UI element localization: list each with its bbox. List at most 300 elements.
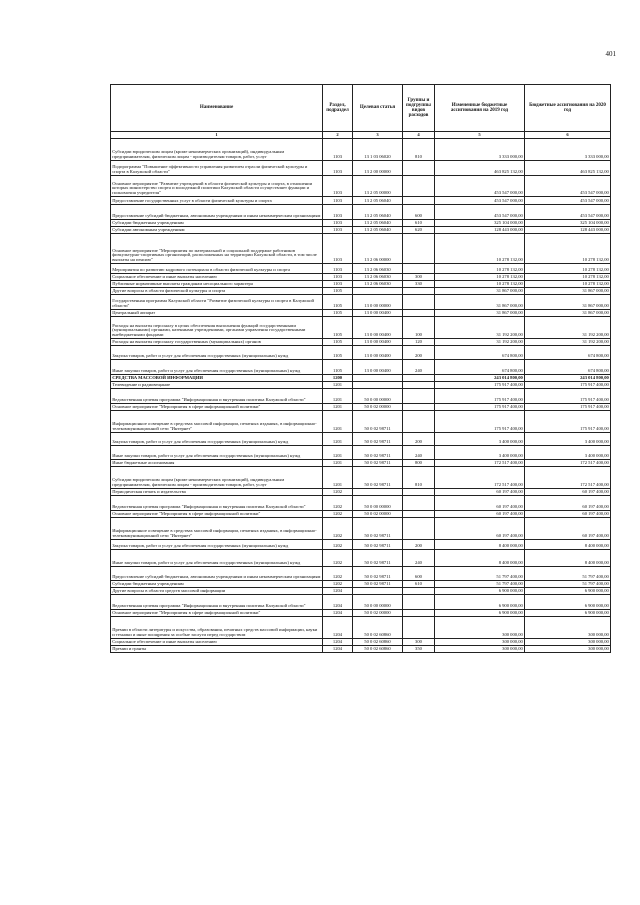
row-name: Субсидии бюджетным учреждениям: [111, 220, 323, 227]
row-amount-2020: 175 917 400,00: [525, 382, 611, 389]
table-row: [111, 339, 611, 346]
row-amount-2019: 325 104 000,00: [435, 220, 525, 227]
row-name: Основное мероприятие "Мероприятия в сфере информационной политики": [111, 404, 323, 411]
row-group: 810: [403, 467, 435, 489]
row-group: [403, 264, 435, 274]
row-amount-2019: 172 517 400,00: [435, 467, 525, 489]
row-article: 13 2 06 06030: [353, 281, 403, 288]
row-article: 50 0 00 00000: [353, 496, 403, 511]
row-amount-2019: 31 867 000,00: [435, 295, 525, 310]
row-section: 1103: [323, 176, 353, 197]
row-section: 1202: [323, 489, 353, 496]
row-article: [353, 375, 403, 382]
row-name: Мероприятия по развитию кадрового потенциала в области физической культуры и спорта: [111, 264, 323, 274]
row-name: Основное мероприятие "Мероприятия в сфере информационной политики": [111, 610, 323, 617]
row-article: 50 0 00 00000: [353, 595, 403, 610]
row-name: Информационное освещение в средствах массовой информации, печатных изданиях, в информационно-телекоммуникационной сети "Интернет": [111, 411, 323, 433]
row-section: 1204: [323, 639, 353, 646]
row-name: Социальное обеспечение и иные выплаты населению: [111, 639, 323, 646]
row-group: [403, 234, 435, 264]
row-article: 13 0 00 00400: [353, 317, 403, 339]
table-row: [111, 346, 611, 360]
table-row: [111, 310, 611, 317]
row-article: 50 0 00 00000: [353, 389, 403, 404]
row-section: 1105: [323, 295, 353, 310]
row-article: [353, 288, 403, 295]
row-amount-2020: 172 517 400,00: [525, 460, 611, 467]
table-row: [111, 588, 611, 595]
row-section: 1202: [323, 496, 353, 511]
col-number: 5: [435, 132, 525, 139]
row-amount-2019: 8 400 000,00: [435, 550, 525, 567]
table-row: [111, 460, 611, 467]
row-section: 1202: [323, 540, 353, 550]
row-amount-2020: 8 400 000,00: [525, 540, 611, 550]
row-name: Закупка товаров, работ и услуг для обеспечения государственных (муниципальных) нужд: [111, 346, 323, 360]
row-group: [403, 197, 435, 205]
table-header-row: [111, 85, 611, 132]
header-section: Раздел, подраздел: [323, 85, 353, 132]
row-article: 50 0 02 00000: [353, 511, 403, 518]
row-article: 50 0 02 60860: [353, 617, 403, 639]
col-number: 3: [353, 132, 403, 139]
col-number: 2: [323, 132, 353, 139]
row-article: 50 0 02 98711: [353, 581, 403, 588]
row-name: Закупка товаров, работ и услуг для обеспечения государственных (муниципальных) нужд: [111, 540, 323, 550]
row-article: 50 0 02 00000: [353, 610, 403, 617]
row-group: 240: [403, 446, 435, 460]
row-article: 13 2 05 06040: [353, 197, 403, 205]
row-amount-2020: 60 197 400,00: [525, 511, 611, 518]
row-section: 1204: [323, 595, 353, 610]
table-row: [111, 540, 611, 550]
row-amount-2019: 674 800,00: [435, 360, 525, 375]
row-section: 1103: [323, 281, 353, 288]
table-row: [111, 139, 611, 161]
row-group: [403, 411, 435, 433]
row-name: Иные закупки товаров, работ и услуг для обеспечения государственных (муниципальных) нужд: [111, 360, 323, 375]
row-amount-2019: 3 400 000,00: [435, 446, 525, 460]
row-amount-2019: 31 867 000,00: [435, 310, 525, 317]
row-amount-2019: 10 278 132,00: [435, 234, 525, 264]
row-name: Основное мероприятие "Развитие учреждений в области физической культуры и спорта, в отношении которых министерство спорта и молодежной политики Калужской области осуществляет функции и полномочия учредителя": [111, 176, 323, 197]
row-amount-2019: 10 278 132,00: [435, 281, 525, 288]
row-amount-2019: 6 900 000,00: [435, 588, 525, 595]
col-number: 6: [525, 132, 611, 139]
row-group: [403, 496, 435, 511]
row-name: Расходы на выплаты персоналу государственных (муниципальных) органов: [111, 339, 323, 346]
table-row: [111, 511, 611, 518]
table-row: [111, 595, 611, 610]
row-amount-2019: 453 547 000,00: [435, 205, 525, 220]
row-group: 200: [403, 540, 435, 550]
row-name: Субсидии бюджетным учреждениям: [111, 581, 323, 588]
table-row: [111, 389, 611, 404]
row-article: 13 0 00 00400: [353, 360, 403, 375]
table-row: [111, 610, 611, 617]
table-row: [111, 467, 611, 489]
row-group: [403, 295, 435, 310]
row-amount-2020: 453 547 000,00: [525, 197, 611, 205]
row-name: Предоставление государственных услуг в области физической культуры и спорта: [111, 197, 323, 205]
row-amount-2020: 175 917 400,00: [525, 411, 611, 433]
row-amount-2020: 674 800,00: [525, 360, 611, 375]
row-name: Центральный аппарат: [111, 310, 323, 317]
row-amount-2020: 31 867 000,00: [525, 288, 611, 295]
table-row: [111, 446, 611, 460]
table-row: [111, 176, 611, 197]
row-group: [403, 511, 435, 518]
row-section: 1103: [323, 197, 353, 205]
row-article: 50 0 02 60860: [353, 646, 403, 653]
row-group: 200: [403, 433, 435, 446]
row-section: 1105: [323, 310, 353, 317]
row-group: [403, 161, 435, 176]
row-group: 810: [403, 139, 435, 161]
row-name: Закупка товаров, работ и услуг для обеспечения государственных (муниципальных) нужд: [111, 433, 323, 446]
row-amount-2019: 10 278 132,00: [435, 264, 525, 274]
table-row: [111, 220, 611, 227]
row-section: 1202: [323, 581, 353, 588]
row-section: 1201: [323, 404, 353, 411]
table-row: [111, 264, 611, 274]
row-amount-2019: 175 917 400,00: [435, 411, 525, 433]
header-group: Группы и подгруппы видов расходов: [403, 85, 435, 132]
row-article: 50 0 02 98711: [353, 433, 403, 446]
row-group: 350: [403, 646, 435, 653]
row-amount-2019: 51 797 400,00: [435, 567, 525, 581]
row-amount-2020: 453 547 000,00: [525, 205, 611, 220]
row-amount-2019: 453 547 000,00: [435, 197, 525, 205]
row-name: Ведомственная целевая программа "Информационная и внутренняя политика Калужской области": [111, 496, 323, 511]
row-section: 1105: [323, 288, 353, 295]
row-amount-2020: 6 900 000,00: [525, 595, 611, 610]
table-row: [111, 411, 611, 433]
row-group: 800: [403, 460, 435, 467]
table-row: [111, 360, 611, 375]
row-section: 1103: [323, 234, 353, 264]
table-row: [111, 274, 611, 281]
row-amount-2019: 31 192 200,00: [435, 317, 525, 339]
row-name: Иные бюджетные ассигнования: [111, 460, 323, 467]
row-article: 50 0 02 00000: [353, 404, 403, 411]
row-section: 1202: [323, 518, 353, 540]
row-article: 13 2 06 00000: [353, 234, 403, 264]
row-name: Другие вопросы в области физической культуры и спорта: [111, 288, 323, 295]
row-article: 13 2 05 06040: [353, 220, 403, 227]
row-amount-2019: 60 197 400,00: [435, 511, 525, 518]
row-name: Субсидии юридическим лицам (кроме некоммерческих организаций), индивидуальным предпринимателям, физическим лицам - производителям товаров, работ, услуг: [111, 139, 323, 161]
row-name: Государственная программа Калужской области "Развитие физической культуры и спорта в Калужской области": [111, 295, 323, 310]
row-name: Телевидение и радиовещание: [111, 382, 323, 389]
row-section: 1201: [323, 433, 353, 446]
row-amount-2020: 3 333 000,00: [525, 139, 611, 161]
row-group: 100: [403, 317, 435, 339]
row-amount-2019: 3 400 000,00: [435, 433, 525, 446]
row-amount-2020: 51 797 400,00: [525, 581, 611, 588]
row-section: 1103: [323, 205, 353, 220]
row-article: 50 0 02 98711: [353, 550, 403, 567]
budget-table: [110, 84, 611, 653]
table-row: [111, 489, 611, 496]
table-row: [111, 375, 611, 382]
table-body: [111, 139, 611, 653]
table-row: [111, 550, 611, 567]
row-name: Подпрограмма "Повышение эффективности управления развитием отрасли физической культуры и спорта в Калужской области": [111, 161, 323, 176]
table-row: [111, 281, 611, 288]
table-row: [111, 288, 611, 295]
row-group: [403, 595, 435, 610]
row-section: 1202: [323, 511, 353, 518]
row-group: [403, 310, 435, 317]
row-article: 13 0 00 00000: [353, 295, 403, 310]
row-article: 50 0 02 98711: [353, 540, 403, 550]
row-name: Расходы на выплаты персоналу в целях обеспечения выполнения функций государственными (муниципальными) органами, казенными учреждениями, органами управления государственными внебюджетными фондами: [111, 317, 323, 339]
row-amount-2020: 51 797 400,00: [525, 567, 611, 581]
row-section: 1105: [323, 339, 353, 346]
row-name: СРЕДСТВА МАССОВОЙ ИНФОРМАЦИИ: [111, 375, 323, 382]
table-row: [111, 567, 611, 581]
row-name: Основное мероприятие "Мероприятия в сфере информационной политики": [111, 511, 323, 518]
table-row: [111, 496, 611, 511]
row-article: 13 1 03 06020: [353, 139, 403, 161]
row-amount-2020: 10 278 132,00: [525, 274, 611, 281]
row-amount-2019: 674 800,00: [435, 346, 525, 360]
table-row: [111, 617, 611, 639]
header-changed-2019: Измененные бюджетные ассигнования на 2019 год: [435, 85, 525, 132]
row-article: 13 0 00 00400: [353, 310, 403, 317]
row-article: 13 2 06 06030: [353, 264, 403, 274]
row-amount-2020: 172 517 400,00: [525, 467, 611, 489]
row-group: 600: [403, 567, 435, 581]
row-section: 1103: [323, 227, 353, 234]
row-amount-2019: 60 197 400,00: [435, 489, 525, 496]
table-row: [111, 197, 611, 205]
row-name: Предоставление субсидий бюджетным, автономным учреждениям и иным некоммерческим организациям: [111, 567, 323, 581]
row-amount-2019: 31 867 000,00: [435, 288, 525, 295]
row-group: 620: [403, 227, 435, 234]
row-name: Другие вопросы в области средств массовой информации: [111, 588, 323, 595]
row-group: 610: [403, 581, 435, 588]
row-group: [403, 404, 435, 411]
row-group: 600: [403, 205, 435, 220]
row-amount-2020: 674 800,00: [525, 346, 611, 360]
row-amount-2020: 31 192 200,00: [525, 317, 611, 339]
row-article: 13 2 05 06040: [353, 227, 403, 234]
row-amount-2020: 60 197 400,00: [525, 496, 611, 511]
row-amount-2019: 10 278 132,00: [435, 274, 525, 281]
row-name: Ведомственная целевая программа "Информационная и внутренняя политика Калужской области": [111, 595, 323, 610]
row-name: Периодическая печать и издательства: [111, 489, 323, 496]
row-amount-2020: 128 443 000,00: [525, 227, 611, 234]
row-amount-2020: 325 104 000,00: [525, 220, 611, 227]
row-amount-2019: 60 197 400,00: [435, 496, 525, 511]
row-article: 13 0 00 00400: [353, 346, 403, 360]
row-name: Премии в области литературы и искусства, образования, печатных средств массовой информации, науки и техники и иные поощрения за особые заслуги перед государством: [111, 617, 323, 639]
row-group: [403, 588, 435, 595]
row-section: 1204: [323, 610, 353, 617]
row-group: [403, 176, 435, 197]
table-row: [111, 382, 611, 389]
row-amount-2019: 300 000,00: [435, 617, 525, 639]
row-amount-2020: 243 014 800,00: [525, 375, 611, 382]
table-row: [111, 161, 611, 176]
row-name: Субсидии автономным учреждениям: [111, 227, 323, 234]
table-row: [111, 317, 611, 339]
row-article: [353, 382, 403, 389]
row-amount-2019: 243 014 800,00: [435, 375, 525, 382]
row-section: 1201: [323, 460, 353, 467]
row-amount-2020: 10 278 132,00: [525, 264, 611, 274]
row-name: Публичные нормативные выплаты гражданам несоциального характера: [111, 281, 323, 288]
row-group: 120: [403, 339, 435, 346]
table-row: [111, 295, 611, 310]
row-name: Премии и гранты: [111, 646, 323, 653]
row-section: 1201: [323, 446, 353, 460]
row-amount-2020: 31 867 000,00: [525, 310, 611, 317]
row-name: Иные закупки товаров, работ и услуг для обеспечения государственных (муниципальных) нужд: [111, 446, 323, 460]
row-article: 13 2 05 06040: [353, 205, 403, 220]
row-amount-2020: 6 900 000,00: [525, 610, 611, 617]
row-group: [403, 389, 435, 404]
row-article: [353, 489, 403, 496]
row-amount-2020: 3 400 000,00: [525, 433, 611, 446]
row-amount-2019: 128 443 000,00: [435, 227, 525, 234]
row-amount-2019: 175 917 400,00: [435, 389, 525, 404]
row-article: [353, 588, 403, 595]
row-group: 240: [403, 360, 435, 375]
row-article: 50 0 02 98711: [353, 460, 403, 467]
row-article: 13 2 00 00000: [353, 161, 403, 176]
row-section: 1201: [323, 411, 353, 433]
row-amount-2020: 453 547 000,00: [525, 176, 611, 197]
row-section: 1200: [323, 375, 353, 382]
row-article: 50 0 02 98711: [353, 446, 403, 460]
row-group: 300: [403, 639, 435, 646]
row-section: 1202: [323, 567, 353, 581]
row-section: 1202: [323, 550, 353, 567]
row-amount-2020: 10 278 132,00: [525, 281, 611, 288]
row-group: 240: [403, 550, 435, 567]
row-amount-2019: 172 517 400,00: [435, 460, 525, 467]
row-section: 1204: [323, 588, 353, 595]
row-section: 1105: [323, 317, 353, 339]
row-group: [403, 489, 435, 496]
row-group: [403, 518, 435, 540]
col-number: 4: [403, 132, 435, 139]
row-article: 50 0 02 98711: [353, 567, 403, 581]
row-amount-2020: 31 192 200,00: [525, 339, 611, 346]
row-amount-2020: 10 278 132,00: [525, 234, 611, 264]
row-group: 200: [403, 346, 435, 360]
row-section: 1204: [323, 617, 353, 639]
col-number: 1: [111, 132, 323, 139]
row-section: 1201: [323, 382, 353, 389]
row-amount-2020: 3 400 000,00: [525, 446, 611, 460]
row-amount-2019: 463 825 132,00: [435, 161, 525, 176]
row-amount-2020: 6 900 000,00: [525, 588, 611, 595]
row-amount-2019: 51 797 400,00: [435, 581, 525, 588]
row-amount-2020: 31 867 000,00: [525, 295, 611, 310]
row-name: Основное мероприятие "Мероприятия по материальной и социальной поддержке работников физкультурно-спортивных организаций, расположенных на территории Калужской области, в том числе выплаты на пенсию": [111, 234, 323, 264]
row-amount-2020: 300 000,00: [525, 617, 611, 639]
row-group: 330: [403, 281, 435, 288]
table-row: [111, 433, 611, 446]
row-article: 50 0 02 98711: [353, 467, 403, 489]
row-section: 1103: [323, 220, 353, 227]
row-amount-2019: 453 547 000,00: [435, 176, 525, 197]
row-amount-2019: 175 917 400,00: [435, 404, 525, 411]
row-section: 1103: [323, 161, 353, 176]
header-alloc-2020: Бюджетные ассигнования на 2020 год: [525, 85, 611, 132]
row-amount-2019: 8 400 000,00: [435, 540, 525, 550]
table-row: [111, 646, 611, 653]
row-amount-2020: 175 917 400,00: [525, 389, 611, 404]
row-section: 1201: [323, 389, 353, 404]
row-group: [403, 617, 435, 639]
row-section: 1103: [323, 139, 353, 161]
row-group: [403, 610, 435, 617]
row-name: Информационное освещение в средствах массовой информации, печатных изданиях, в информационно-телекоммуникационной сети "Интернет": [111, 518, 323, 540]
row-name: Ведомственная целевая программа "Информационная и внутренняя политика Калужской области": [111, 389, 323, 404]
row-article: 13 0 00 00400: [353, 339, 403, 346]
row-amount-2019: 6 900 000,00: [435, 610, 525, 617]
table-row: [111, 205, 611, 220]
row-amount-2020: 60 197 400,00: [525, 518, 611, 540]
row-section: 1105: [323, 346, 353, 360]
row-section: 1103: [323, 264, 353, 274]
row-article: 50 0 02 98711: [353, 518, 403, 540]
row-name: Субсидии юридическим лицам (кроме некоммерческих организаций), индивидуальным предпринимателям, физическим лицам - производителям товаров, работ, услуг: [111, 467, 323, 489]
row-amount-2020: 60 197 400,00: [525, 489, 611, 496]
table-row: [111, 639, 611, 646]
row-amount-2020: 300 000,00: [525, 646, 611, 653]
row-amount-2019: 6 900 000,00: [435, 595, 525, 610]
row-article: 13 2 05 00000: [353, 176, 403, 197]
row-amount-2019: 300 000,00: [435, 639, 525, 646]
row-section: 1204: [323, 646, 353, 653]
table-row: [111, 581, 611, 588]
row-article: 50 0 02 98711: [353, 411, 403, 433]
row-name: Предоставление субсидий бюджетным, автономным учреждениям и иным некоммерческим организациям: [111, 205, 323, 220]
row-group: 300: [403, 274, 435, 281]
column-numbers-row: [111, 132, 611, 139]
row-amount-2020: 175 917 400,00: [525, 404, 611, 411]
header-name: Наименование: [111, 85, 323, 132]
row-group: [403, 375, 435, 382]
row-section: 1103: [323, 274, 353, 281]
page-number: 401: [605, 50, 616, 58]
row-article: 13 2 06 06030: [353, 274, 403, 281]
table-row: [111, 227, 611, 234]
row-amount-2019: 60 197 400,00: [435, 518, 525, 540]
row-name: Иные закупки товаров, работ и услуг для обеспечения государственных (муниципальных) нужд: [111, 550, 323, 567]
row-amount-2019: 31 192 200,00: [435, 339, 525, 346]
row-section: 1201: [323, 467, 353, 489]
header-article: Целевая статья: [353, 85, 403, 132]
table-row: [111, 234, 611, 264]
row-amount-2020: 463 825 132,00: [525, 161, 611, 176]
row-article: 50 0 02 60860: [353, 639, 403, 646]
row-name: Социальное обеспечение и иные выплаты населению: [111, 274, 323, 281]
row-group: 610: [403, 220, 435, 227]
row-amount-2020: 300 000,00: [525, 639, 611, 646]
row-amount-2020: 8 400 000,00: [525, 550, 611, 567]
row-section: 1105: [323, 360, 353, 375]
row-amount-2019: 300 000,00: [435, 646, 525, 653]
table-row: [111, 404, 611, 411]
table-row: [111, 518, 611, 540]
